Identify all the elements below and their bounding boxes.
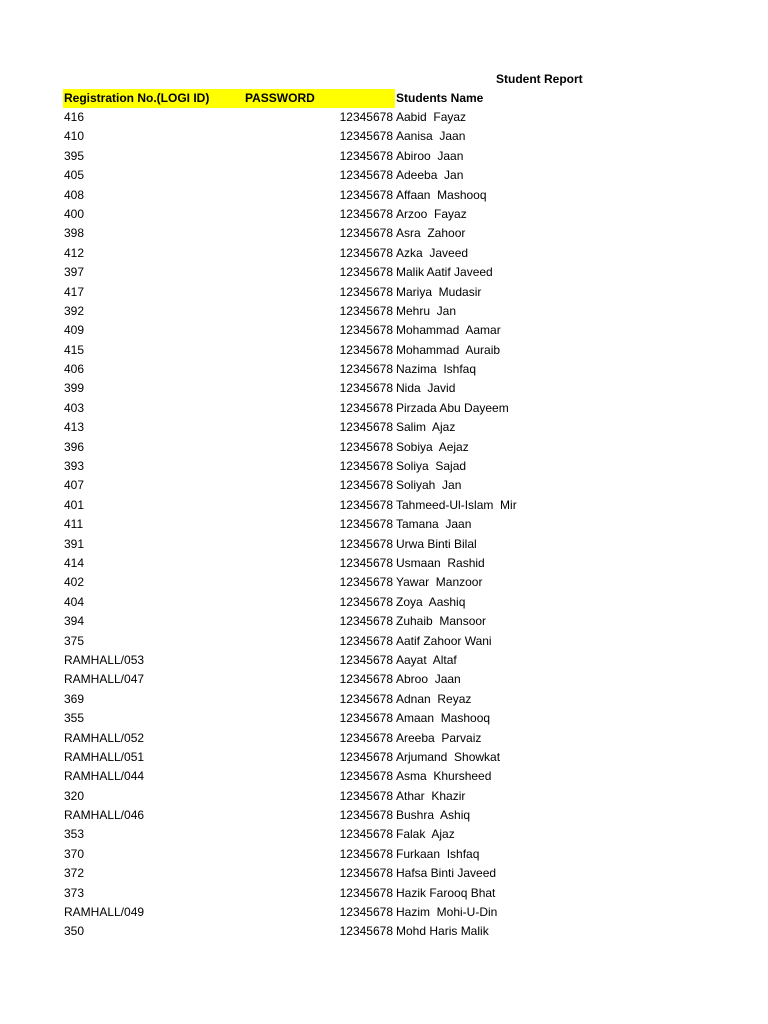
table-row [0, 379, 768, 398]
registration-cell: 416 [64, 110, 85, 124]
registration-cell: 391 [64, 536, 85, 551]
table-row [0, 651, 768, 670]
password-cell: 12345678 [339, 245, 393, 260]
registration-cell: 415 [64, 342, 85, 357]
student-name-cell: Pirzada Abu Dayeem [396, 400, 509, 415]
registration-cell: 407 [64, 478, 85, 493]
registration-cell: 320 [64, 788, 85, 803]
student-name-cell: Abiroo Jaan [396, 148, 464, 163]
table-row [0, 787, 768, 806]
table-row [0, 147, 768, 166]
table-row [0, 438, 768, 457]
registration-cell: 373 [64, 885, 85, 900]
registration-cell: 410 [64, 129, 85, 144]
registration-cell: RAMHALL/047 [64, 672, 145, 687]
student-name-cell: Amaan Mashooq [396, 711, 491, 726]
table-row [0, 593, 768, 612]
registration-cell: 375 [64, 633, 85, 648]
student-name-cell: Yawar Manzoor [396, 575, 483, 590]
student-name-cell: Arjumand Showkat [396, 749, 501, 764]
table-row [0, 224, 768, 243]
password-cell: 12345678 [339, 652, 393, 667]
password-cell: 12345678 [339, 206, 393, 221]
registration-cell: 398 [64, 226, 85, 241]
registration-cell: 412 [64, 245, 85, 260]
student-name-cell: Affaan Mashooq [396, 187, 487, 202]
table-row [0, 767, 768, 786]
table-row [0, 418, 768, 437]
student-name-cell: Aatif Zahoor Wani [396, 633, 492, 648]
header-password: PASSWORD [245, 91, 315, 105]
password-cell: 12345678 [339, 400, 393, 415]
table-row [0, 496, 768, 515]
password-cell: 12345678 [339, 439, 393, 454]
registration-cell: 409 [64, 323, 85, 338]
password-cell: 12345678 [339, 924, 393, 939]
student-table-body [0, 108, 768, 942]
registration-cell: 396 [64, 439, 85, 454]
student-name-cell: Mohammad Aamar [396, 323, 501, 338]
student-name-cell: Arzoo Fayaz [396, 206, 467, 221]
table-row [0, 573, 768, 592]
student-name-cell: Falak Ajaz [396, 827, 455, 842]
password-cell: 12345678 [339, 672, 393, 687]
registration-cell: 399 [64, 381, 85, 396]
registration-cell: 408 [64, 187, 85, 202]
table-row [0, 922, 768, 941]
student-name-cell: Mehru Jan [396, 303, 457, 318]
table-row [0, 127, 768, 146]
password-cell: 12345678 [339, 323, 393, 338]
student-name-cell: Salim Ajaz [396, 420, 456, 435]
password-cell: 12345678 [339, 497, 393, 512]
password-cell: 12345678 [339, 536, 393, 551]
student-name-cell: Malik Aatif Javeed [396, 265, 493, 280]
student-name-cell: Areeba Parvaiz [396, 730, 482, 745]
student-name-cell: Zuhaib Mansoor [396, 614, 487, 629]
password-cell: 12345678 [339, 362, 393, 377]
table-row [0, 825, 768, 844]
student-name-cell: Hazim Mohi-U-Din [396, 905, 498, 920]
table-row [0, 670, 768, 689]
password-cell: 12345678 [339, 226, 393, 241]
registration-cell: RAMHALL/052 [64, 730, 145, 745]
table-row [0, 612, 768, 631]
password-cell: 12345678 [339, 711, 393, 726]
student-name-cell: Asra Zahoor [396, 226, 466, 241]
registration-cell: 403 [64, 400, 85, 415]
password-cell: 12345678 [339, 788, 393, 803]
registration-cell: 400 [64, 206, 85, 221]
password-cell: 12345678 [339, 129, 393, 144]
registration-cell: 406 [64, 362, 85, 377]
table-row [0, 302, 768, 321]
student-name-cell: Aabid Fayaz [396, 110, 467, 124]
student-name-cell: Abroo Jaan [396, 672, 461, 687]
table-row [0, 283, 768, 302]
student-name-cell: Asma Khursheed [396, 769, 492, 784]
header-students-name: Students Name [396, 91, 484, 105]
password-cell: 12345678 [339, 866, 393, 881]
password-cell: 12345678 [339, 749, 393, 764]
registration-cell: 370 [64, 846, 85, 861]
password-cell: 12345678 [339, 420, 393, 435]
table-row [0, 166, 768, 185]
table-row [0, 399, 768, 418]
registration-cell: 393 [64, 459, 85, 474]
registration-cell: 417 [64, 284, 85, 299]
report-title: Student Report [496, 72, 583, 86]
registration-cell: 369 [64, 691, 85, 706]
student-name-cell: Nida Javid [396, 381, 456, 396]
password-cell: 12345678 [339, 633, 393, 648]
registration-cell: 392 [64, 303, 85, 318]
table-row [0, 535, 768, 554]
student-name-cell: Adeeba Jan [396, 168, 464, 183]
student-name-cell: Mariya Mudasir [396, 284, 482, 299]
student-name-cell: Nazima Ishfaq [396, 362, 477, 377]
registration-cell: 372 [64, 866, 85, 881]
table-row [0, 341, 768, 360]
registration-cell: 411 [64, 517, 84, 532]
registration-cell: 355 [64, 711, 85, 726]
registration-cell: 402 [64, 575, 85, 590]
student-name-cell: Sobiya Aejaz [396, 439, 469, 454]
table-row [0, 709, 768, 728]
student-name-cell: Tamana Jaan [396, 517, 472, 532]
registration-cell: 413 [64, 420, 85, 435]
table-row [0, 457, 768, 476]
table-row [0, 864, 768, 883]
registration-cell: 397 [64, 265, 85, 280]
password-cell: 12345678 [339, 614, 393, 629]
table-header [63, 89, 503, 108]
password-cell: 12345678 [339, 342, 393, 357]
student-name-cell: Hazik Farooq Bhat [396, 885, 496, 900]
password-cell: 12345678 [339, 478, 393, 493]
password-cell: 12345678 [339, 575, 393, 590]
registration-cell: 395 [64, 148, 85, 163]
registration-cell: RAMHALL/044 [64, 769, 145, 784]
table-row [0, 845, 768, 864]
table-row [0, 884, 768, 903]
registration-cell: RAMHALL/049 [64, 905, 145, 920]
password-cell: 12345678 [339, 905, 393, 920]
table-row [0, 806, 768, 825]
password-cell: 12345678 [339, 594, 393, 609]
table-row [0, 108, 768, 127]
password-cell: 12345678 [339, 459, 393, 474]
table-row [0, 632, 768, 651]
table-row [0, 748, 768, 767]
password-cell: 12345678 [339, 885, 393, 900]
registration-cell: RAMHALL/053 [64, 652, 145, 667]
student-name-cell: Adnan Reyaz [396, 691, 472, 706]
registration-cell: RAMHALL/051 [64, 749, 145, 764]
student-name-cell: Soliya Sajad [396, 459, 467, 474]
table-row [0, 515, 768, 534]
student-name-cell: Mohammad Auraib [396, 342, 501, 357]
registration-cell: RAMHALL/046 [64, 808, 145, 823]
password-cell: 12345678 [339, 265, 393, 280]
password-cell: 12345678 [339, 303, 393, 318]
student-name-cell: Athar Khazir [396, 788, 466, 803]
student-name-cell: Bushra Ashiq [396, 808, 471, 823]
table-row [0, 263, 768, 282]
registration-cell: 353 [64, 827, 85, 842]
password-cell: 12345678 [339, 517, 393, 532]
registration-cell: 401 [64, 497, 85, 512]
student-name-cell: Hafsa Binti Javeed [396, 866, 497, 881]
registration-cell: 350 [64, 924, 85, 939]
header-registration: Registration No.(LOGI ID) [64, 91, 210, 105]
student-name-cell: Furkaan Ishfaq [396, 846, 480, 861]
password-cell: 12345678 [339, 381, 393, 396]
registration-cell: 414 [64, 555, 85, 570]
password-cell: 12345678 [339, 110, 393, 124]
table-row [0, 903, 768, 922]
table-row [0, 690, 768, 709]
password-cell: 12345678 [339, 284, 393, 299]
student-name-cell: Soliyah Jan [396, 478, 462, 493]
student-name-cell: Aayat Altaf [396, 652, 457, 667]
password-cell: 12345678 [339, 808, 393, 823]
student-name-cell: Aanisa Jaan [396, 129, 466, 144]
table-row [0, 360, 768, 379]
password-cell: 12345678 [339, 168, 393, 183]
password-cell: 12345678 [339, 691, 393, 706]
password-cell: 12345678 [339, 846, 393, 861]
password-cell: 12345678 [339, 730, 393, 745]
student-name-cell: Azka Javeed [396, 245, 469, 260]
password-cell: 12345678 [339, 148, 393, 163]
student-name-cell: Tahmeed-Ul-Islam Mir [396, 497, 517, 512]
table-row [0, 244, 768, 263]
password-cell: 12345678 [339, 827, 393, 842]
table-row [0, 186, 768, 205]
password-cell: 12345678 [339, 555, 393, 570]
registration-cell: 405 [64, 168, 85, 183]
student-name-cell: Zoya Aashiq [396, 594, 466, 609]
student-name-cell: Usmaan Rashid [396, 555, 485, 570]
password-cell: 12345678 [339, 769, 393, 784]
registration-cell: 394 [64, 614, 85, 629]
table-row [0, 476, 768, 495]
student-name-cell: Urwa Binti Bilal [396, 536, 477, 551]
table-row [0, 205, 768, 224]
registration-cell: 404 [64, 594, 85, 609]
table-row [0, 321, 768, 340]
password-cell: 12345678 [339, 187, 393, 202]
table-row [0, 729, 768, 748]
student-name-cell: Mohd Haris Malik [396, 924, 489, 939]
table-row [0, 554, 768, 573]
